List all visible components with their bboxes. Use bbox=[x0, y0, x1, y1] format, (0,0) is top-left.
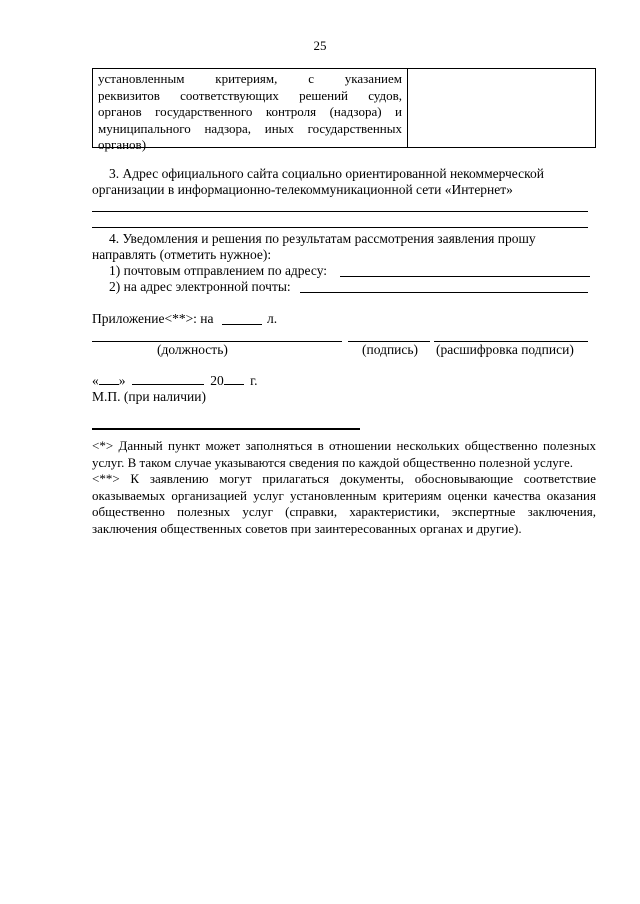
table-left-cell bbox=[93, 69, 408, 152]
table-line: органов государственного контроля (надзора) и bbox=[98, 104, 402, 119]
attachment-prefix: Приложение<**>: на bbox=[92, 311, 214, 326]
stamp-label: М.П. (при наличии) bbox=[92, 389, 206, 404]
footnote-separator bbox=[92, 428, 360, 430]
transcript-label: (расшифровка подписи) bbox=[436, 342, 574, 357]
table-line: реквизитов соответствующих решений судов, bbox=[98, 87, 402, 103]
footnote-1: <*> Данный пункт может заполняться в отношении нескольких общественно полезных услуг. В таком случае указываются сведения по каждой общественно полезной услуге. bbox=[92, 438, 596, 470]
section3-line1: 3. Адрес официального сайта социально ориентированной некоммерческой bbox=[109, 166, 544, 181]
date-year-prefix: 20 bbox=[210, 373, 224, 388]
footnotes bbox=[92, 438, 596, 537]
section3-line2: организации в информационно-телекоммуникационной сети «Интернет» bbox=[92, 182, 513, 197]
postal-option-label: 1) почтовым отправлением по адресу: bbox=[109, 263, 328, 278]
date-year-suffix: г. bbox=[250, 373, 258, 388]
postal-address-field[interactable] bbox=[340, 276, 590, 277]
attachment-suffix: л. bbox=[267, 311, 278, 326]
date-day-field[interactable] bbox=[99, 373, 119, 385]
website-field-line[interactable] bbox=[92, 211, 588, 212]
email-address-field[interactable] bbox=[300, 292, 588, 293]
footnote-2: <**> К заявлению могут прилагаться документы, обосновывающие соответствие оказываемых организацией услуг установленным критериям оценки качества оказания общественно полезных услуг (справки, характеристики, экспертные заключения, заключения общественных советов при заинтересованных органах и другие). bbox=[92, 471, 596, 536]
criteria-table bbox=[92, 68, 596, 152]
signature-label: (подпись) bbox=[362, 342, 419, 357]
email-option-label: 2) на адрес электронной почты: bbox=[109, 279, 291, 294]
website-field-line[interactable] bbox=[92, 227, 588, 228]
section4-line2: направлять (отметить нужное): bbox=[92, 247, 272, 262]
date-close-quote: » bbox=[118, 373, 126, 388]
page-number: 25 bbox=[313, 38, 327, 53]
table-line: органов) bbox=[98, 137, 147, 152]
position-label: (должность) bbox=[157, 342, 228, 357]
date-line bbox=[92, 373, 258, 390]
attachment-sheets-field[interactable] bbox=[222, 324, 262, 325]
date-open-quote: « bbox=[92, 373, 99, 388]
table-right-cell[interactable] bbox=[409, 69, 595, 147]
section4-line1: 4. Уведомления и решения по результатам рассмотрения заявления прошу bbox=[109, 231, 536, 246]
table-line: муниципального надзора, иных государственных bbox=[98, 120, 402, 136]
date-year-field[interactable] bbox=[224, 373, 244, 385]
date-month-field[interactable] bbox=[132, 373, 204, 385]
table-line: установленным критериям, с указанием bbox=[98, 71, 402, 86]
